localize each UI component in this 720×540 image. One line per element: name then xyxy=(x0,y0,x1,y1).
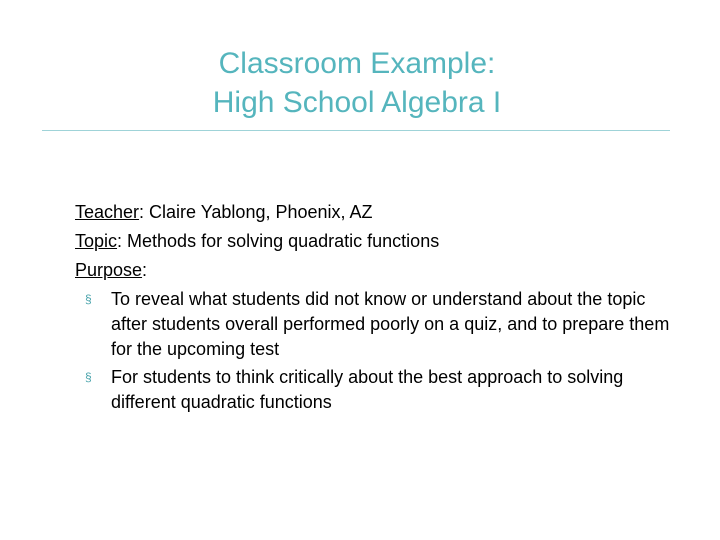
purpose-bullet-text: For students to think critically about the best approach to solving different quadratic functions xyxy=(111,367,624,412)
slide-title xyxy=(0,44,714,122)
purpose-value: : xyxy=(142,260,148,280)
purpose-bullet-text: To reveal what students did not know or understand about the topic after students overall performed poorly on a quiz, and to prepare them for the upcoming test xyxy=(111,289,670,359)
purpose-line xyxy=(75,256,675,285)
title-line-1: Classroom Example: xyxy=(218,47,496,80)
teacher-label: Teacher xyxy=(75,202,140,222)
topic-value: : Methods for solving quadratic functions xyxy=(117,231,440,251)
slide-body xyxy=(75,198,675,418)
topic-label: Topic xyxy=(75,231,118,251)
bullet-square-icon: § xyxy=(85,370,92,384)
purpose-bullet xyxy=(75,287,675,362)
purpose-bullet-list xyxy=(75,287,675,415)
teacher-value: : Claire Yablong, Phoenix, AZ xyxy=(139,202,373,222)
purpose-label: Purpose xyxy=(75,260,143,280)
purpose-bullet xyxy=(75,365,675,415)
teacher-line xyxy=(75,198,675,227)
title-divider xyxy=(42,130,670,131)
topic-line xyxy=(75,227,675,256)
title-line-2: High School Algebra I xyxy=(212,86,502,119)
bullet-square-icon: § xyxy=(85,292,92,306)
